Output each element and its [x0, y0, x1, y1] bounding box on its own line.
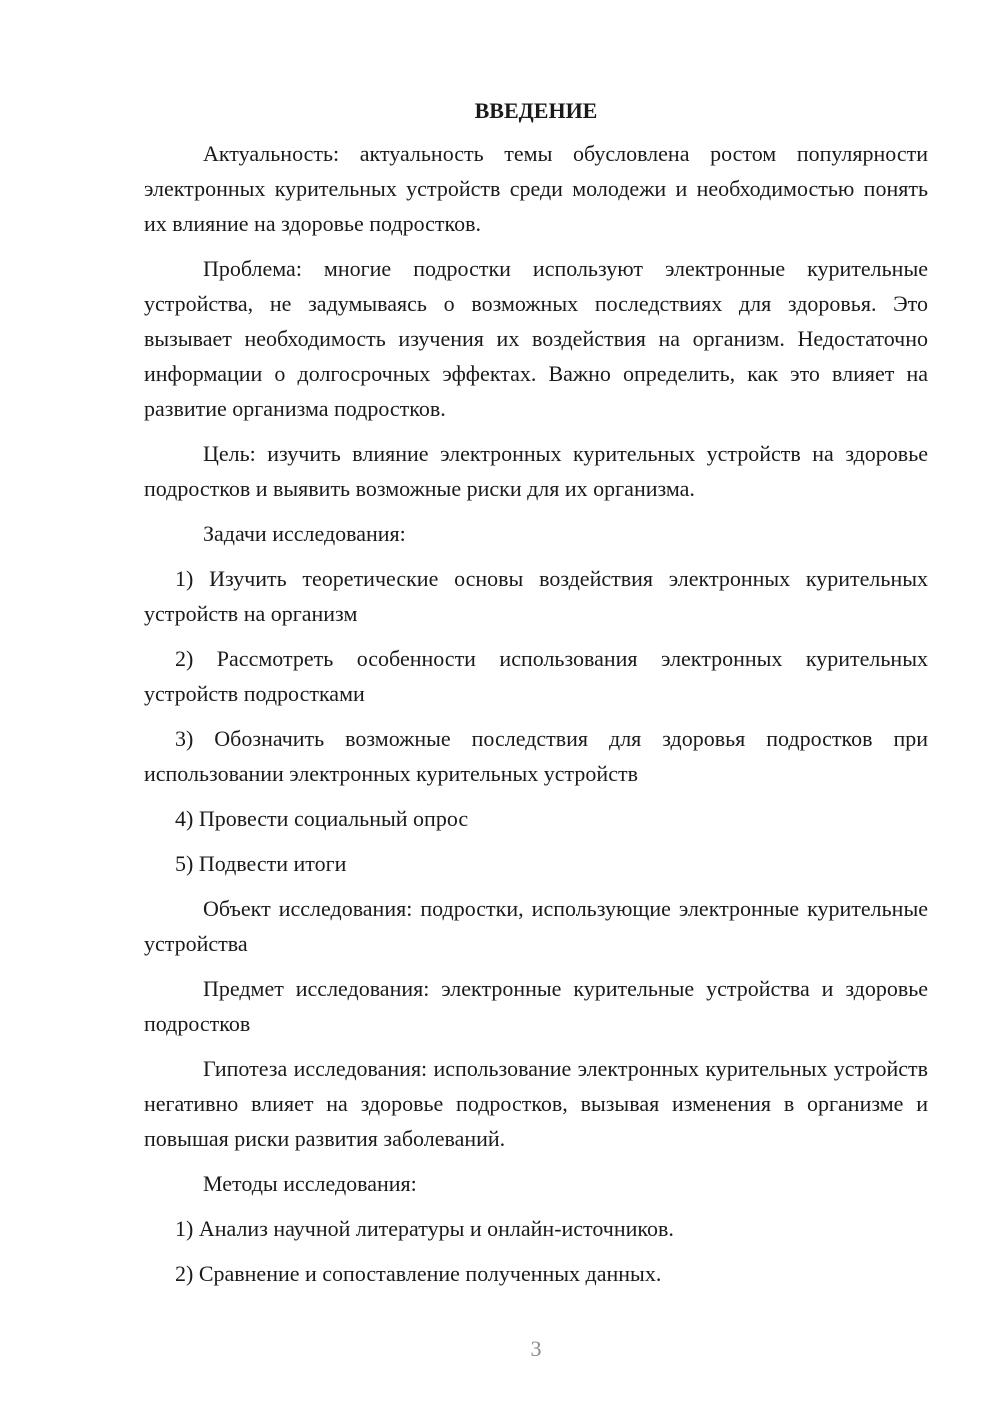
page-content: [144, 96, 928, 1301]
subject-paragraph: Предмет исследования: электронные курительные устройства и здоровье подростков: [144, 976, 928, 1036]
relevance-paragraph: Актуальность: актуальность темы обусловлена ростом популярности электронных курительных устройств среди молодежи и необходимостью понять их влияние на здоровье подростков.: [144, 141, 928, 236]
goal-paragraph: Цель: изучить влияние электронных курительных устройств на здоровье подростков и выявить возможные риски для их организма.: [144, 441, 928, 501]
section-heading: ВВЕДЕНИЕ: [474, 98, 598, 123]
task-item-5: 5) Подвести итоги: [175, 851, 347, 876]
problem-paragraph: Проблема: многие подростки используют электронные курительные устройства, не задумываясь о возможных последствиях для здоровья. Это вызывает необходимость изучения их воздействия на организм. Недостаточно информации о долгосрочных эффектах. Важно определить, как это влияет на развитие организма подростков.: [144, 256, 928, 421]
method-item-2: 2) Сравнение и сопоставление полученных данных.: [175, 1261, 662, 1286]
task-item-4: 4) Провести социальный опрос: [175, 806, 469, 831]
page-number: 3: [530, 1336, 542, 1361]
hypothesis-paragraph: Гипотеза исследования: использование электронных курительных устройств негативно влияет на здоровье подростков, вызывая изменения в организме и повышая риски развития заболеваний.: [144, 1056, 928, 1151]
method-item-1: 1) Анализ научной литературы и онлайн-источников.: [175, 1216, 674, 1241]
methods-heading: Методы исследования:: [203, 1171, 417, 1196]
object-paragraph: Объект исследования: подростки, использующие электронные курительные устройства: [144, 896, 928, 956]
tasks-heading: Задачи исследования:: [203, 521, 406, 546]
task-item-3: 3) Обозначить возможные последствия для здоровья подростков при использовании электронных курительных устройств: [144, 726, 928, 786]
task-item-2: 2) Рассмотреть особенности использования электронных курительных устройств подростками: [144, 646, 928, 706]
task-item-1: 1) Изучить теоретические основы воздействия электронных курительных устройств на организм: [144, 566, 928, 626]
